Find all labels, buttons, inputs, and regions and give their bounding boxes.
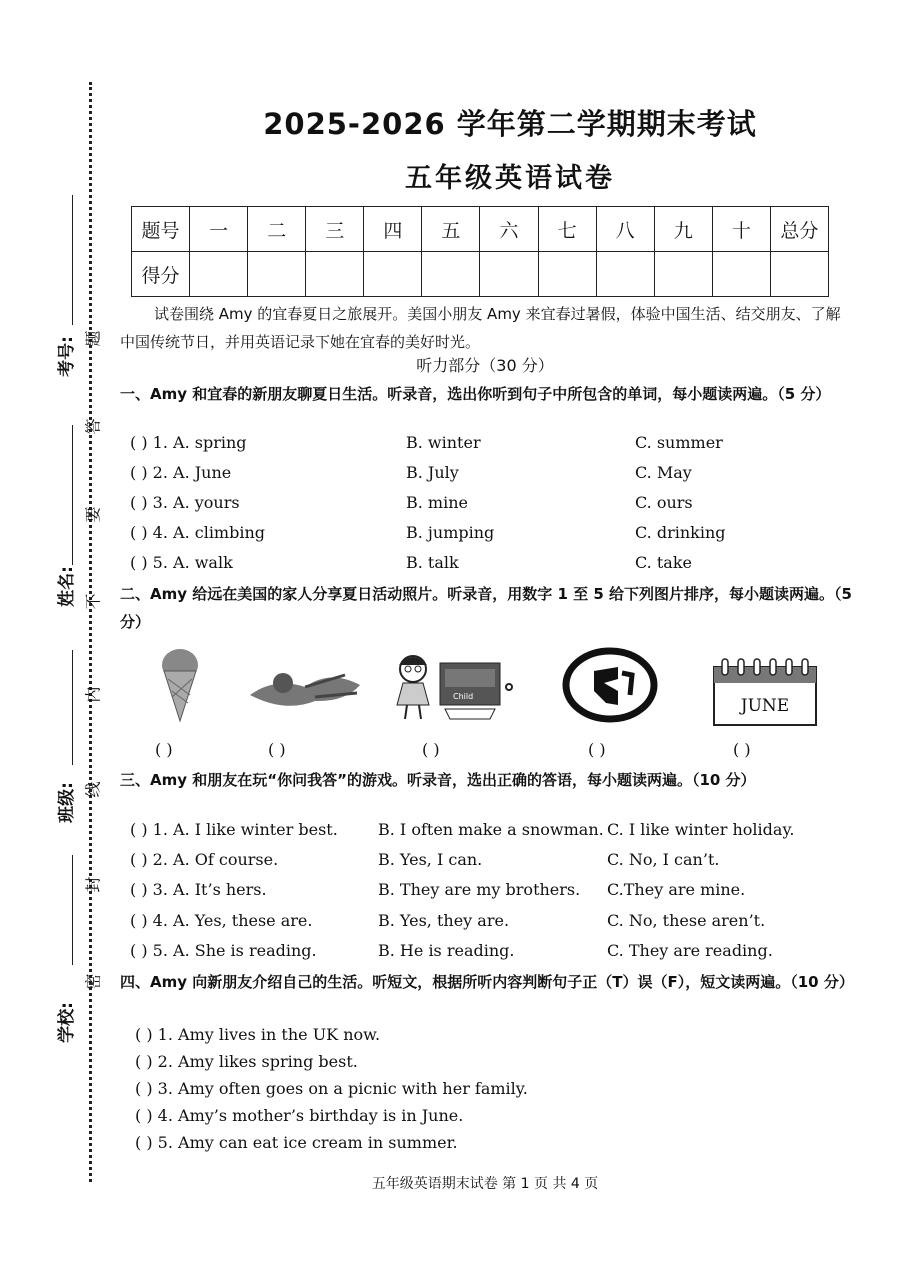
q3-item-a: ( ) 3. A. It’s hers. (130, 880, 267, 899)
q3-option-c: C. I like winter holiday. (607, 820, 795, 839)
q1-item (130, 493, 870, 519)
score-entry[interactable] (364, 252, 422, 297)
q3-option-c: C. No, these aren’t. (607, 911, 766, 930)
calendar-month-text: JUNE (740, 696, 790, 716)
score-entry[interactable] (770, 252, 828, 297)
page-footer: 五年级英语期末试卷 第 1 页 共 4 页 (371, 1176, 599, 1192)
svg-text:Child: Child (453, 692, 474, 701)
q3-option-b: B. They are my brothers. (378, 880, 581, 899)
score-cell: 题号 (132, 207, 190, 252)
seal-char: 线 (83, 781, 103, 798)
score-table (131, 206, 829, 297)
listening-part-title: 听力部分（30 分） (416, 356, 554, 375)
score-entry[interactable] (306, 252, 364, 297)
q1-item-a: ( ) 1. A. spring (130, 433, 247, 452)
exam-title: 2025-2026 学年第二学期期末考试 (263, 107, 757, 141)
q4-statement: ( ) 5. Amy can eat ice cream in summer. (135, 1133, 458, 1152)
q1-option-b: B. jumping (406, 523, 495, 542)
score-entry[interactable] (538, 252, 596, 297)
q3-item (130, 880, 870, 906)
school-line (72, 855, 73, 965)
score-cell: 二 (248, 207, 306, 252)
q3-heading: 三、Amy 和朋友在玩“你问我答”的游戏。听录音，选出正确的答语，每小题读两遍。（10 分） (120, 771, 756, 789)
score-entry[interactable] (422, 252, 480, 297)
q1-option-b: B. mine (406, 493, 468, 512)
name-label: 姓名: (56, 566, 77, 607)
q3-item (130, 941, 870, 967)
q4-item (135, 1025, 875, 1051)
score-entry[interactable] (596, 252, 654, 297)
q3-option-c: C. No, I can’t. (607, 850, 720, 869)
seal-char: 答 (83, 418, 103, 435)
q1-item-a: ( ) 5. A. walk (130, 553, 233, 572)
seal-char: 题 (83, 330, 103, 347)
score-cell: 五 (422, 207, 480, 252)
score-cell: 六 (480, 207, 538, 252)
no-climbing-sign-icon (560, 645, 660, 725)
score-entry[interactable] (190, 252, 248, 297)
q3-option-b: B. I often make a snowman. (378, 820, 604, 839)
score-entry[interactable] (712, 252, 770, 297)
score-cell: 九 (654, 207, 712, 252)
q1-item (130, 553, 870, 579)
q4-statement: ( ) 3. Amy often goes on a picnic with her family. (135, 1079, 528, 1098)
score-cell: 七 (538, 207, 596, 252)
q3-option-c: C. They are reading. (607, 941, 773, 960)
q1-option-b: B. July (406, 463, 459, 482)
class-label: 班级: (56, 782, 77, 823)
q2-answer-blank[interactable]: ( ) (422, 740, 440, 759)
q4-statement: ( ) 4. Amy’s mother’s birthday is in June. (135, 1106, 464, 1125)
swimming-icon (245, 657, 365, 717)
exam-number-label: 考号: (56, 336, 77, 377)
seal-char: 密 (83, 973, 103, 990)
q3-option-b: B. He is reading. (378, 941, 515, 960)
q4-statement: ( ) 1. Amy lives in the UK now. (135, 1025, 381, 1044)
q1-item-a: ( ) 2. A. June (130, 463, 232, 482)
q4-item (135, 1079, 875, 1105)
q3-item (130, 911, 870, 937)
q4-item (135, 1133, 875, 1159)
girl-classroom-icon (385, 647, 515, 722)
q1-item-a: ( ) 4. A. climbing (130, 523, 266, 542)
q3-item-a: ( ) 2. A. Of course. (130, 850, 279, 869)
q4-item (135, 1106, 875, 1132)
q3-item (130, 820, 870, 846)
score-cell: 一 (190, 207, 248, 252)
q4-item (135, 1052, 875, 1078)
q1-option-c: C. ours (635, 493, 693, 512)
seal-char: 内 (83, 686, 103, 703)
score-table-header-row (132, 207, 829, 252)
q1-option-b: B. talk (406, 553, 459, 572)
q4-heading: 四、Amy 向新朋友介绍自己的生活。听短文，根据所听内容判断句子正（T）误（F），短文读两遍。（10 分） (120, 973, 854, 991)
score-entry[interactable] (480, 252, 538, 297)
q4-statement: ( ) 2. Amy likes spring best. (135, 1052, 358, 1071)
q1-option-c: C. take (635, 553, 692, 572)
q1-option-c: C. drinking (635, 523, 726, 542)
exam-subtitle: 五年级英语试卷 (405, 163, 615, 194)
q3-item-a: ( ) 5. A. She is reading. (130, 941, 317, 960)
score-cell: 三 (306, 207, 364, 252)
q1-option-c: C. summer (635, 433, 723, 452)
q3-option-b: B. Yes, they are. (378, 911, 510, 930)
seal-char: 要 (83, 506, 103, 523)
score-entry[interactable] (248, 252, 306, 297)
score-cell: 四 (364, 207, 422, 252)
seal-char: 封 (83, 876, 103, 893)
name-line (72, 425, 73, 565)
q3-item-a: ( ) 4. A. Yes, these are. (130, 911, 313, 930)
q2-answer-blank[interactable]: ( ) (588, 740, 606, 759)
q1-option-b: B. winter (406, 433, 481, 452)
q2-answer-blank[interactable]: ( ) (733, 740, 751, 759)
q1-item (130, 463, 870, 489)
school-label: 学校: (56, 1002, 77, 1043)
q1-item (130, 523, 870, 549)
score-cell: 八 (596, 207, 654, 252)
binding-dotted-line (89, 82, 92, 1182)
q3-option-b: B. Yes, I can. (378, 850, 483, 869)
q2-pictures (130, 645, 850, 725)
q1-item (130, 433, 870, 459)
q2-answer-blank[interactable]: ( ) (268, 740, 286, 759)
q3-option-c: C.They are mine. (607, 880, 746, 899)
june-calendar-icon (710, 657, 820, 727)
q2-heading: 二、Amy 给远在美国的家人分享夏日活动照片。听录音，用数字 1 至 5 给下列图片排序，每小题读两遍。（5 分） (120, 585, 852, 631)
class-line (72, 650, 73, 765)
intro-paragraph: 试卷围绕 Amy 的宜春夏日之旅展开。美国小朋友 Amy 来宜春过暑假，体验中国生活、结交朋友、了解中国传统节日，并用英语记录下她在宜春的美好时光。 (120, 305, 841, 351)
exam-number-line (72, 195, 73, 325)
score-cell: 十 (712, 207, 770, 252)
q1-heading: 一、Amy 和宜春的新朋友聊夏日生活。听录音，选出你听到句子中所包含的单词，每小题读两遍。（5 分） (120, 385, 831, 403)
q1-item-a: ( ) 3. A. yours (130, 493, 240, 512)
score-row-label: 得分 (132, 252, 190, 297)
seal-char: 不 (83, 593, 103, 610)
score-entry[interactable] (654, 252, 712, 297)
score-table-score-row (132, 252, 829, 297)
q3-item (130, 850, 870, 876)
q1-option-c: C. May (635, 463, 692, 482)
score-cell: 总分 (770, 207, 828, 252)
q3-item-a: ( ) 1. A. I like winter best. (130, 820, 338, 839)
q2-answer-blank[interactable]: ( ) (155, 740, 173, 759)
ice-cream-icon (150, 645, 210, 725)
